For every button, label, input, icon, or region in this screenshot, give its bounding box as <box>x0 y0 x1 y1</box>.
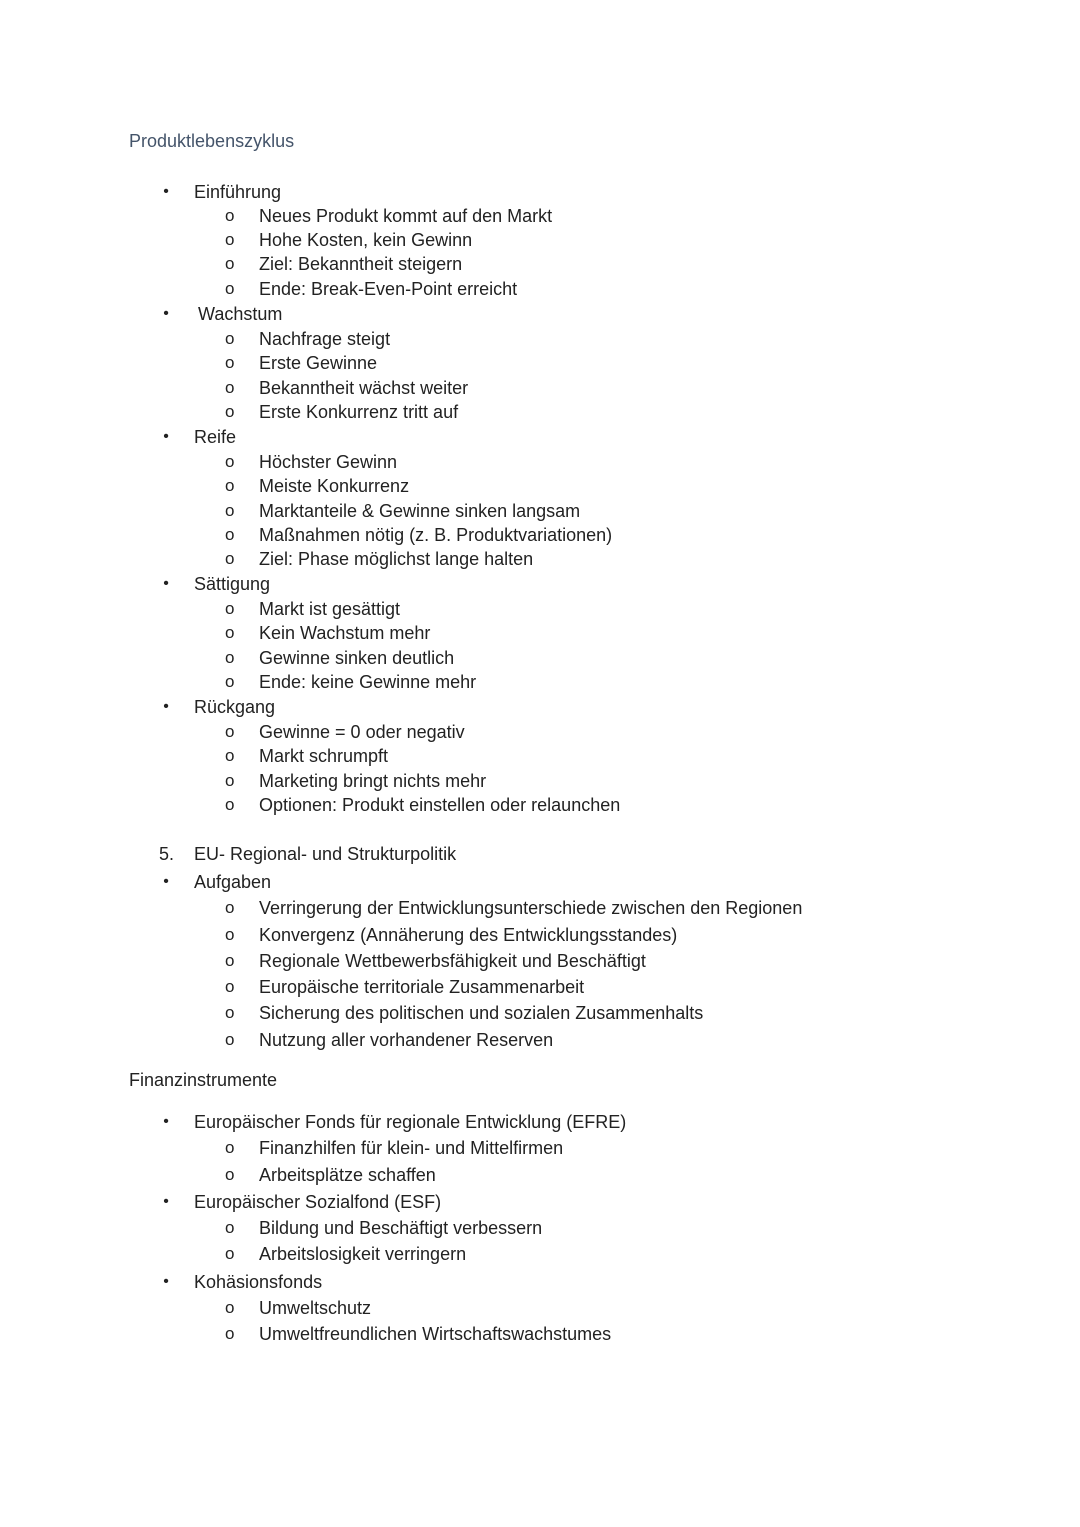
sub-bullet-icon: o <box>225 329 235 348</box>
sub-bullet-icon: o <box>225 1324 235 1343</box>
sub-bullet-icon: o <box>225 1030 235 1049</box>
phase-label: Reife <box>194 427 237 447</box>
list-item: Finanzhilfen für klein- und Mittelfirmen <box>259 1138 564 1158</box>
list-item: Hohe Kosten, kein Gewinn <box>259 230 473 250</box>
sub-bullet-icon: o <box>225 1244 235 1263</box>
list-item: Europäische territoriale Zusammenarbeit <box>259 977 585 997</box>
list-item: Erste Konkurrenz tritt auf <box>259 402 459 422</box>
list-item: Konvergenz (Annäherung des Entwicklungsstandes) <box>259 925 678 945</box>
list-item: Sicherung des politischen und sozialen Zusammenhalts <box>259 1003 704 1023</box>
fund-label: Europäischer Sozialfond (ESF) <box>194 1192 442 1212</box>
fund-label: Europäischer Fonds für regionale Entwicklung (EFRE) <box>194 1112 627 1132</box>
sub-bullet-icon: o <box>225 648 235 667</box>
list-item: Marketing bringt nichts mehr <box>259 771 487 791</box>
bullet-icon: • <box>163 183 169 200</box>
sub-bullet-icon: o <box>225 951 235 970</box>
sub-bullet-icon: o <box>225 206 235 225</box>
list-item: Verringerung der Entwicklungsunterschiede zwischen den Regionen <box>259 898 803 918</box>
sub-bullet-icon: o <box>225 746 235 765</box>
list-item: Marktanteile & Gewinne sinken langsam <box>259 501 581 521</box>
section-number: 5. <box>159 844 175 864</box>
list-item: Ziel: Bekanntheit steigern <box>259 254 463 274</box>
sub-bullet-icon: o <box>225 1218 235 1237</box>
bullet-icon: • <box>163 873 169 890</box>
sub-bullet-icon: o <box>225 525 235 544</box>
list-item: Nutzung aller vorhandener Reserven <box>259 1030 554 1050</box>
sub-bullet-icon: o <box>225 771 235 790</box>
phase-label: Einführung <box>194 182 282 202</box>
list-item: Erste Gewinne <box>259 353 378 373</box>
sub-bullet-icon: o <box>225 279 235 298</box>
list-item: Meiste Konkurrenz <box>259 476 410 496</box>
list-item: Bildung und Beschäftigt verbessern <box>259 1218 543 1238</box>
sub-bullet-icon: o <box>225 672 235 691</box>
bullet-icon: • <box>163 1273 169 1290</box>
sub-bullet-icon: o <box>225 501 235 520</box>
section-title-eu-regionalpolitik: EU- Regional- und Strukturpolitik <box>194 844 457 864</box>
list-item: Maßnahmen nötig (z. B. Produktvariationen) <box>259 525 613 545</box>
list-item: Ende: Break-Even-Point erreicht <box>259 279 518 299</box>
sub-bullet-icon: o <box>225 452 235 471</box>
phase-label: Sättigung <box>194 574 271 594</box>
sub-bullet-icon: o <box>225 599 235 618</box>
list-item: Gewinne = 0 oder negativ <box>259 722 465 742</box>
list-item: Bekanntheit wächst weiter <box>259 378 469 398</box>
bullet-icon: • <box>163 698 169 715</box>
sub-bullet-icon: o <box>225 230 235 249</box>
list-item: Nachfrage steigt <box>259 329 391 349</box>
sub-bullet-icon: o <box>225 353 235 372</box>
section-title-produktlebenszyklus: Produktlebenszyklus <box>129 131 295 151</box>
list-item: Optionen: Produkt einstellen oder relaunchen <box>259 795 621 815</box>
bullet-icon: • <box>163 1193 169 1210</box>
sub-bullet-icon: o <box>225 898 235 917</box>
list-item: Kein Wachstum mehr <box>259 623 431 643</box>
bullet-icon: • <box>163 1113 169 1130</box>
sub-bullet-icon: o <box>225 977 235 996</box>
fund-label: Kohäsionsfonds <box>194 1272 323 1292</box>
phase-label: Wachstum <box>198 304 283 324</box>
sub-bullet-icon: o <box>225 549 235 568</box>
list-item: Umweltschutz <box>259 1298 372 1318</box>
list-item: Markt schrumpft <box>259 746 389 766</box>
sub-bullet-icon: o <box>225 925 235 944</box>
sub-bullet-icon: o <box>225 402 235 421</box>
sub-bullet-icon: o <box>225 1138 235 1157</box>
list-item: Regionale Wettbewerbsfähigkeit und Beschäftigt <box>259 951 646 971</box>
phase-label: Rückgang <box>194 697 276 717</box>
bullet-icon: • <box>163 305 169 322</box>
sub-bullet-icon: o <box>225 378 235 397</box>
section-title-finanzinstrumente: Finanzinstrumente <box>129 1070 278 1090</box>
list-item: Arbeitslosigkeit verringern <box>259 1244 467 1264</box>
list-item: Ende: keine Gewinne mehr <box>259 672 477 692</box>
list-item: Markt ist gesättigt <box>259 599 401 619</box>
bullet-icon: • <box>163 428 169 445</box>
list-item: Arbeitsplätze schaffen <box>259 1165 436 1185</box>
sub-bullet-icon: o <box>225 254 235 273</box>
sub-bullet-icon: o <box>225 1003 235 1022</box>
bullet-icon: • <box>163 575 169 592</box>
list-item: Ziel: Phase möglichst lange halten <box>259 549 534 569</box>
sub-bullet-icon: o <box>225 1298 235 1317</box>
sub-bullet-icon: o <box>225 722 235 741</box>
sub-bullet-icon: o <box>225 795 235 814</box>
sub-bullet-icon: o <box>225 623 235 642</box>
list-item: Neues Produkt kommt auf den Markt <box>259 206 553 226</box>
list-item: Höchster Gewinn <box>259 452 398 472</box>
sub-bullet-icon: o <box>225 1165 235 1184</box>
tasks-label: Aufgaben <box>194 872 272 892</box>
list-item: Gewinne sinken deutlich <box>259 648 455 668</box>
list-item: Umweltfreundlichen Wirtschaftswachstumes <box>259 1324 612 1344</box>
sub-bullet-icon: o <box>225 476 235 495</box>
